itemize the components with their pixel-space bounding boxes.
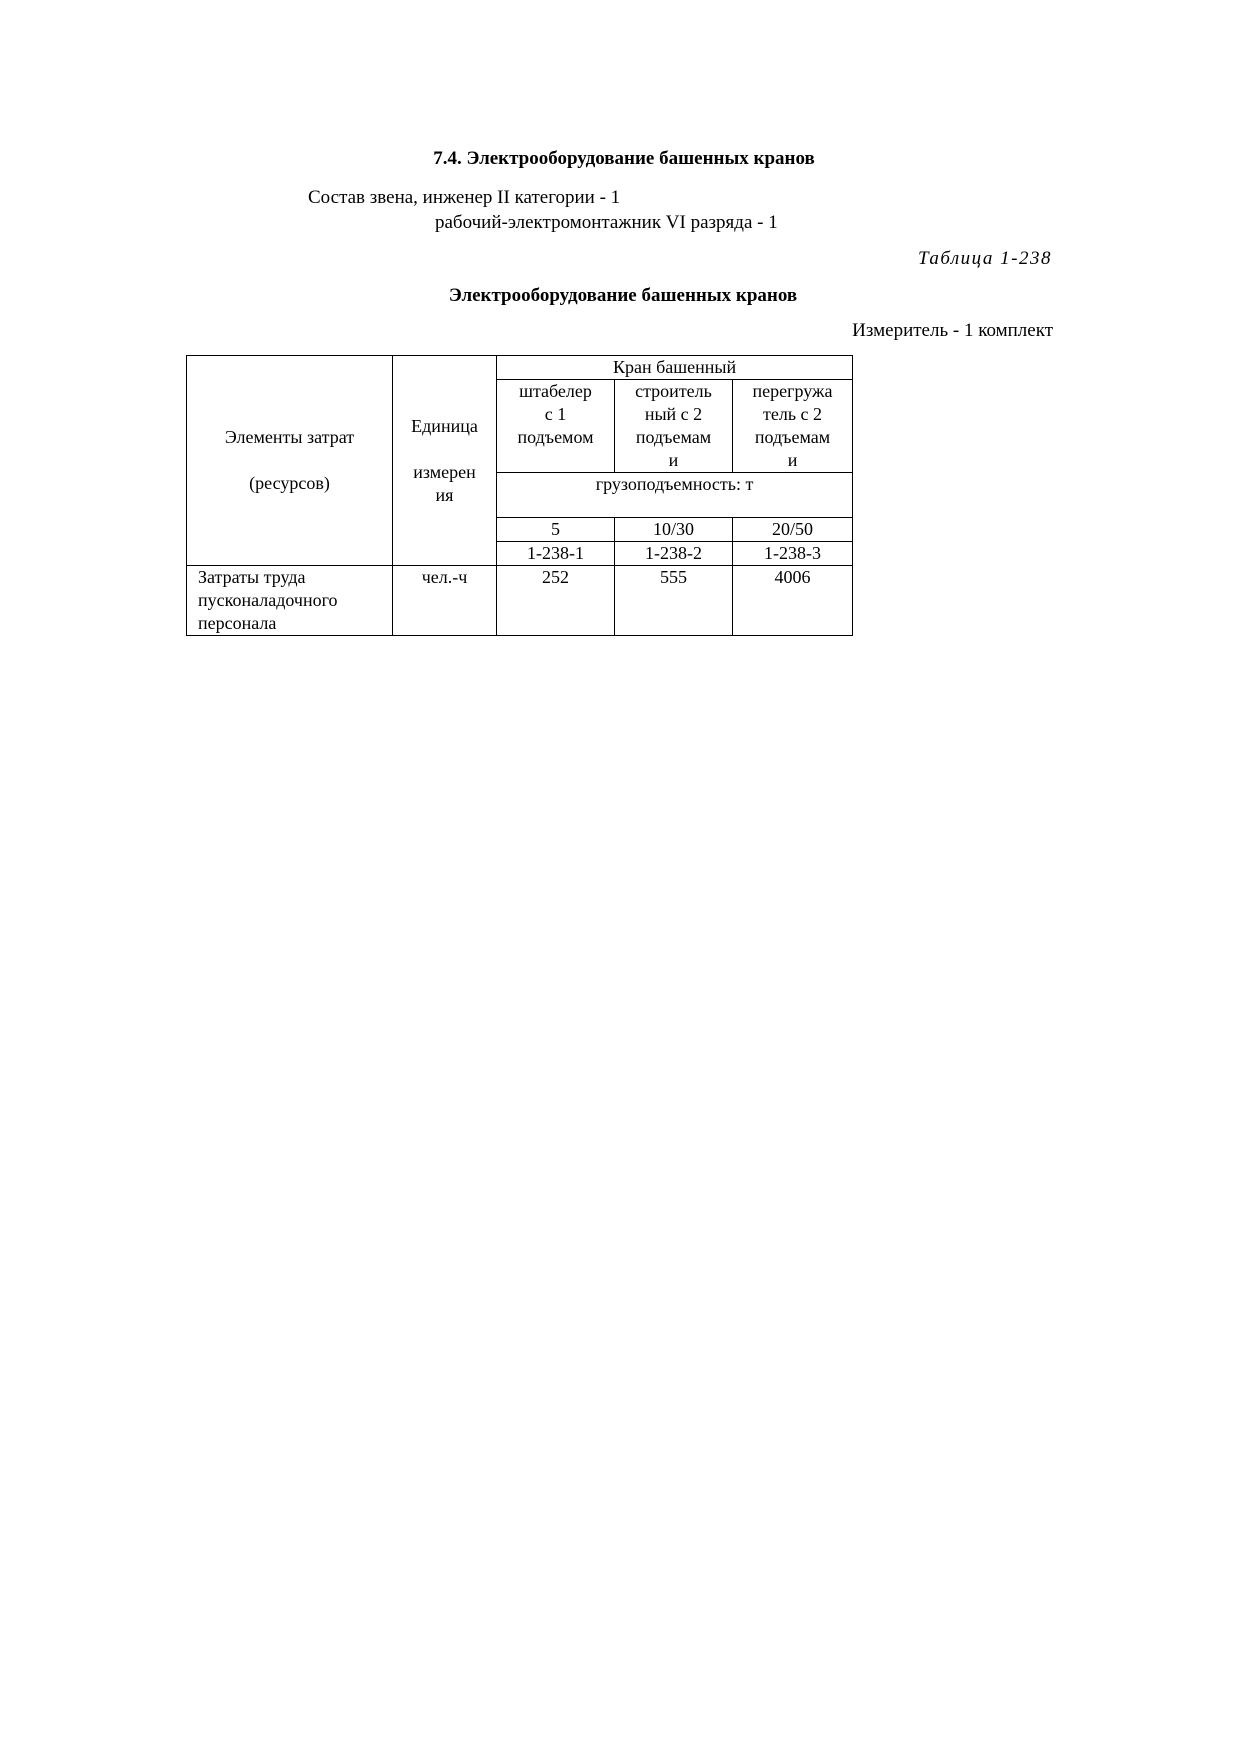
row-value-3: 4006: [733, 566, 853, 636]
table-header-row-1: [187, 356, 853, 380]
row-cost-element-line-1: Затраты труда: [198, 567, 306, 587]
row-cost-element: [187, 566, 393, 636]
capacity-value-1: 5: [497, 518, 615, 542]
header-column-1-line-2: с 1: [544, 404, 567, 424]
norms-table: [186, 355, 853, 636]
measurement-unit-note: Измеритель - 1 комплект: [852, 320, 1053, 341]
header-cost-elements-line-2: (ресурсов): [249, 473, 330, 493]
header-column-3: [733, 380, 853, 473]
norm-code-1: 1-238-1: [497, 542, 615, 566]
table-number-label: Таблица 1-238: [917, 248, 1052, 269]
header-column-3-line-2: тель с 2: [762, 404, 823, 424]
table-title: Электрооборудование башенных кранов: [448, 285, 798, 306]
header-column-2-line-1: строитель: [635, 381, 712, 401]
header-unit-line-1: Единица: [411, 415, 478, 436]
row-value-1: 252: [497, 566, 615, 636]
capacity-value-2: 10/30: [615, 518, 733, 542]
header-column-1: [497, 380, 615, 473]
header-unit: [393, 356, 497, 566]
header-column-3-line-1: перегружа: [752, 381, 833, 401]
header-column-2-line-3: подъемам: [635, 427, 712, 447]
row-value-2: 555: [615, 566, 733, 636]
row-cost-element-line-2: пусконаладочного: [198, 590, 338, 610]
crew-composition-line-1: Состав звена, инженер II категории - 1: [308, 187, 621, 208]
row-cost-element-line-3: персонала: [198, 613, 277, 633]
crew-composition-line-2: рабочий-электромонтажник VI разряда - 1: [435, 212, 778, 233]
header-unit-line-2: измерен: [413, 461, 476, 482]
header-column-1-line-3: подъемом: [517, 427, 594, 447]
norm-code-2: 1-238-2: [615, 542, 733, 566]
header-capacity-label: грузоподъемность: т: [497, 473, 853, 518]
table-row: [187, 566, 853, 636]
norm-code-3: 1-238-3: [733, 542, 853, 566]
header-crane-group: Кран башенный: [497, 356, 853, 380]
header-cost-elements: [187, 356, 393, 566]
capacity-value-3: 20/50: [733, 518, 853, 542]
header-column-1-line-1: штабелер: [519, 381, 592, 401]
header-column-2: [615, 380, 733, 473]
header-cost-elements-line-1: Элементы затрат: [224, 427, 355, 447]
section-title: 7.4. Электрооборудование башенных кранов: [433, 148, 815, 169]
header-unit-line-3: ия: [435, 484, 454, 505]
header-column-3-line-4: и: [787, 450, 798, 470]
row-unit: чел.-ч: [393, 566, 497, 636]
header-column-2-line-4: и: [668, 450, 679, 470]
header-column-3-line-3: подъемам: [754, 427, 831, 447]
header-column-2-line-2: ный с 2: [644, 404, 703, 424]
